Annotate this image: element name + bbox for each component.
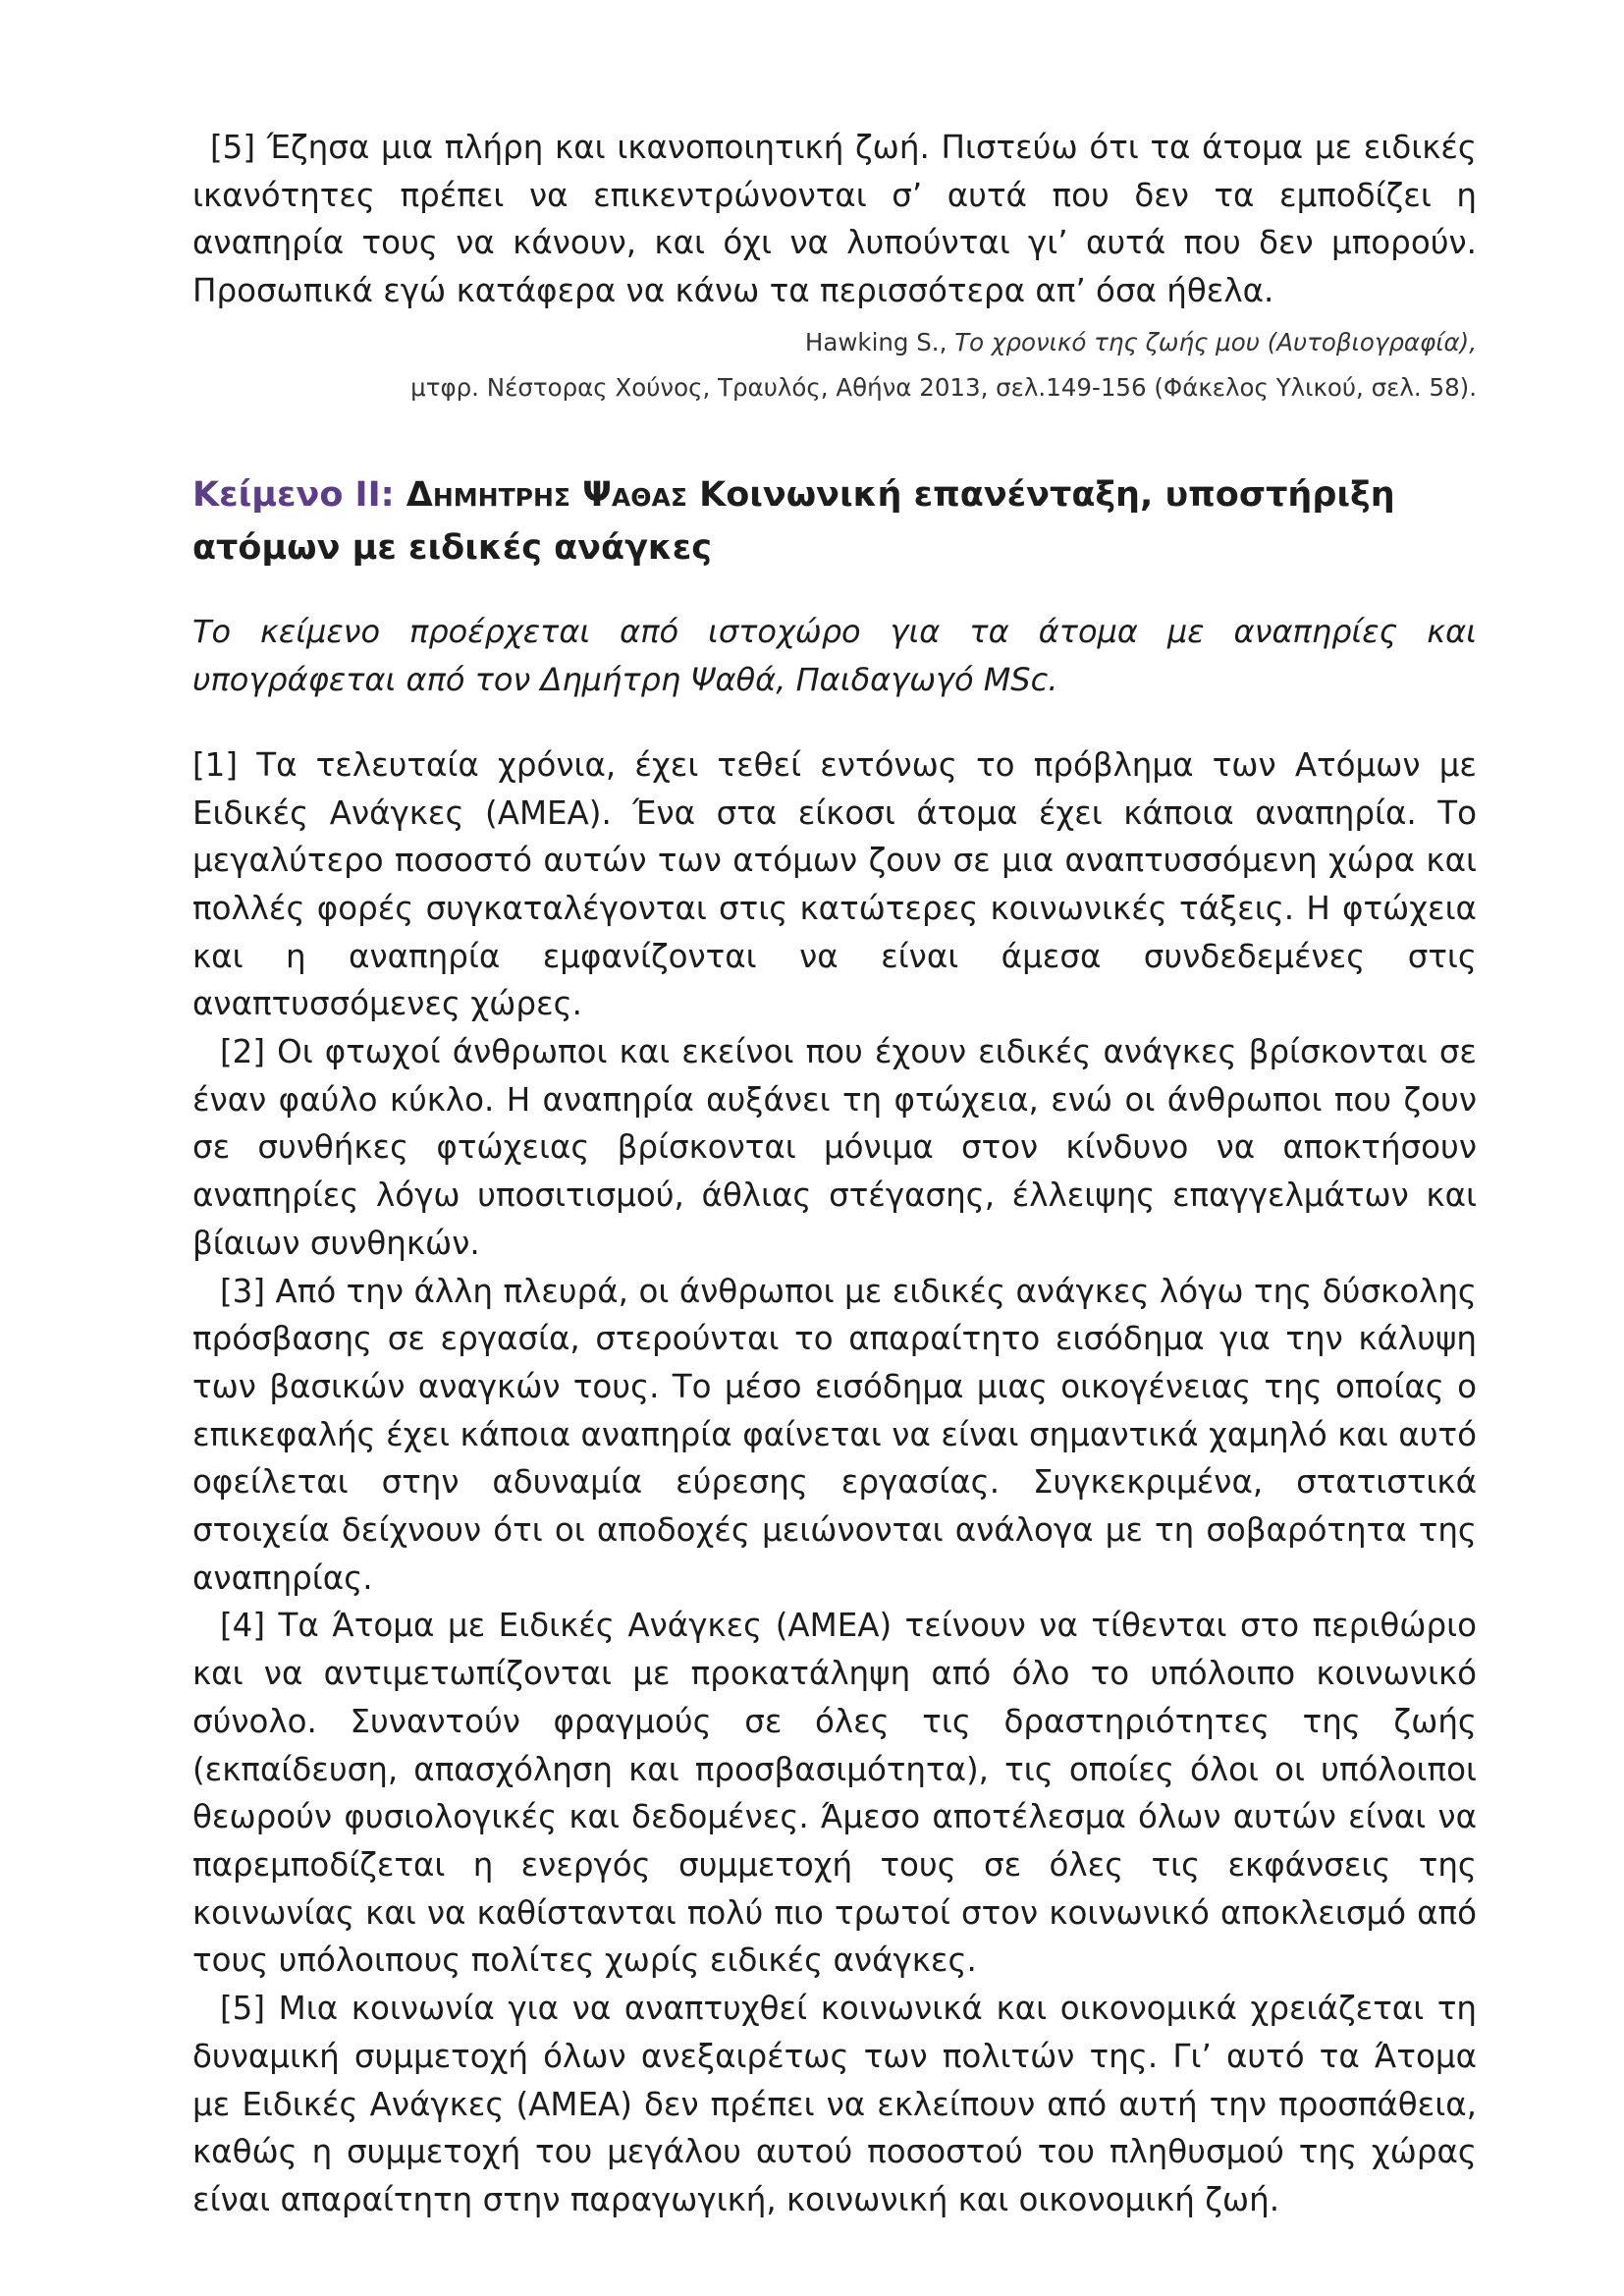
heading-author: Δημητρης Ψαθας	[394, 474, 700, 515]
paragraph-text: Τα Άτομα με Ειδικές Ανάγκες (ΑΜΕΑ) τείνουν να τίθενται στο περιθώριο και να αντιμετωπίζονται με προκατάληψη από όλο το υπόλοιπο κοινωνικό σύνολο. Συναντούν φραγμούς σε όλες τις δραστηριότητες της ζωής (εκπαίδευση, απασχόληση και προσβασιμότητα), τις οποίες όλοι οι υπόλοιποι θεωρούν φυσιολογικές και δεδομένες. Άμεσο αποτέλεσμα όλων αυτών είναι να παρεμποδίζεται η ενεργός συμμετοχή τους σε όλες τις εκφάνσεις της κοινωνίας και να καθίστανται πολύ πιο τρωτοί στον κοινωνικό αποκλεισμό από τους υπόλοιπους πολίτες χωρίς ειδικές ανάγκες.	[192, 1607, 1477, 1980]
text-intro: Το κείμενο προέρχεται από ιστοχώρο για τα άτομα με αναπηρίες και υπογράφεται από τον Δημήτρη Ψαθά, Παιδαγωγό MSc.	[192, 612, 1477, 698]
quote-block	[192, 124, 1477, 411]
paragraph-text: Τα τελευταία χρόνια, έχει τεθεί εντόνως το πρόβλημα των Ατόμων με Ειδικές Ανάγκες (ΑΜΕΑ). Ένα στα είκοσι άτομα έχει κάποια αναπηρία. Το μεγαλύτερο ποσοστό αυτών των ατόμων ζουν σε μια αναπτυσσόμενη χώρα και πολλές φορές συγκαταλέγονται στις κατώτερες κοινωνικές τάξεις. Η φτώχεια και η αναπηρία εμφανίζονται να είναι άμεσα συνδεδεμένες στις αναπτυσσόμενες χώρες.	[192, 745, 1477, 1023]
quote-source-title: Το χρονικό της ζωής μου (Αυτοβιογραφία),	[954, 327, 1477, 356]
paragraph-number: [1]	[192, 745, 239, 784]
paragraph-1	[192, 741, 1477, 1028]
heading-title: Κοινωνική επανένταξη, υποστήριξη ατόμων με ειδικές ανάγκες	[192, 474, 1395, 568]
quote-number: [5]	[210, 129, 256, 166]
paragraph-2	[192, 1028, 1477, 1268]
paragraph-text: Οι φτωχοί άνθρωποι και εκείνοι που έχουν ειδικές ανάγκες βρίσκονται σε έναν φαύλο κύκλο. Η αναπηρία αυξάνει τη φτώχεια, ενώ οι άνθρωποι που ζουν σε συνθήκες φτώχειας βρίσκονται μόνιμα στον κίνδυνο να αποκτήσουν αναπηρίες λόγω υποσιτισμού, άθλιας στέγασης, έλλειψης επαγγελμάτων και βίαιων συνθηκών.	[192, 1033, 1477, 1262]
paragraph-number: [4]	[220, 1607, 266, 1645]
text-body	[192, 741, 1477, 2224]
quote-text: Έζησα μια πλήρη και ικανοποιητική ζωή. Πιστεύω ότι τα άτομα με ειδικές ικανότητες πρέπει να επικεντρώνονται σ’ αυτά που δεν τα εμποδίζει η αναπηρία τους να κάνουν, και όχι να λυπούνται γι’ αυτά που δεν μπορούν. Προσωπικά εγώ κατάφερα να κάνω τα περισσότερα απ’ όσα ήθελα.	[192, 129, 1477, 310]
quote-source	[192, 319, 1477, 366]
paragraph-4	[192, 1602, 1477, 1985]
paragraph-3	[192, 1268, 1477, 1603]
quote-paragraph	[192, 124, 1477, 315]
paragraph-text: Μια κοινωνία για να αναπτυχθεί κοινωνικά και οικονομικά χρειάζεται τη δυναμική συμμετοχή όλων ανεξαιρέτως των πολιτών της. Γι’ αυτό τα Άτομα με Ειδικές Ανάγκες (ΑΜΕΑ) δεν πρέπει να εκλείπουν από αυτή την προσπάθεια, καθώς η συμμετοχή του μεγάλου αυτού ποσοστού του πληθυσμού της χώρας είναι απαραίτητη στην παραγωγική, κοινωνική και οικονομική ζωή.	[192, 1990, 1477, 2218]
paragraph-number: [2]	[220, 1033, 266, 1071]
quote-source-author: Hawking S.,	[804, 327, 955, 356]
quote-source-line2: μτφρ. Νέστορας Χούνος, Τραυλός, Αθήνα 2013, σελ.149-156 (Φάκελος Υλικού, σελ. 58).	[410, 372, 1477, 402]
paragraph-text: Από την άλλη πλευρά, οι άνθρωποι με ειδικές ανάγκες λόγω της δύσκολης πρόσβασης σε εργασία, στερούνται το απαραίτητο εισόδημα για την κάλυψη των βασικών αναγκών τους. Το μέσο εισόδημα μιας οικογένειας της οποίας ο επικεφαλής έχει κάποια αναπηρία φαίνεται να είναι σημαντικά χαμηλό και αυτό οφείλεται στην αδυναμία εύρεσης εργασίας. Συγκεκριμένα, στατιστικά στοιχεία δείχνουν ότι οι αποδοχές μειώνονται ανάλογα με τη σοβαρότητα της αναπηρίας.	[192, 1272, 1477, 1597]
heading-label: Κείμενο ΙΙ:	[192, 474, 395, 515]
text-heading	[192, 468, 1477, 574]
paragraph-5	[192, 1985, 1477, 2224]
paragraph-number: [3]	[220, 1272, 266, 1310]
paragraph-number: [5]	[220, 1990, 266, 2028]
